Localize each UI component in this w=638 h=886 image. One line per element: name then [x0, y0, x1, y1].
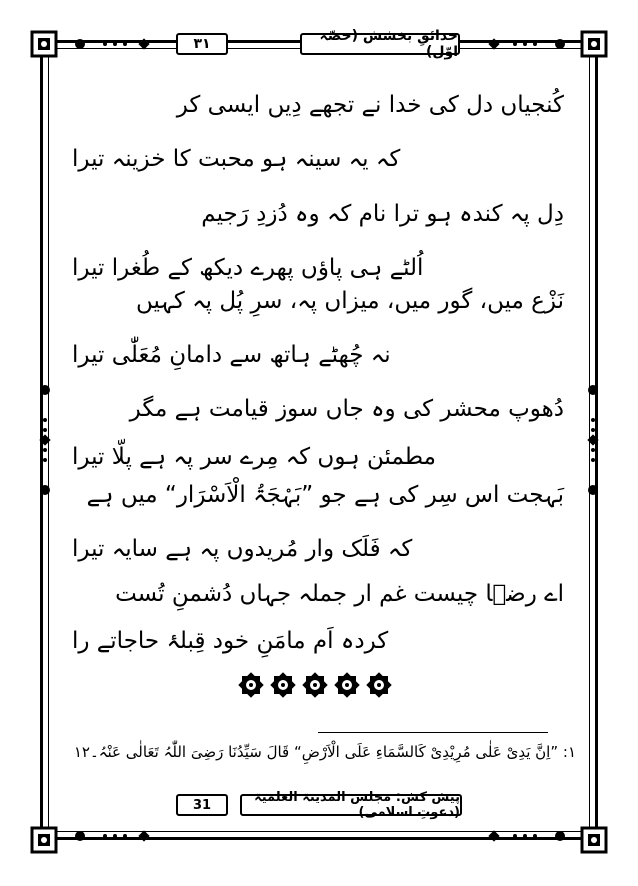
ornament-star-4 [334, 672, 360, 698]
ornament-stars [238, 672, 392, 698]
verse-1-line-1: کُنجیاں دل کی خدا نے تجھے دِیں ایسی کر [176, 92, 564, 118]
verse-4-line-2: مطمئن ہوں کہ مِرے سر پہ ہے پلّا تیرا [72, 444, 436, 470]
verse-5-line-1: بَہجت اس سِر کی ہے جو ”بَہْجَۃُ الْاَسْرَار“ میں ہے [86, 482, 564, 508]
corner-ornament-top-left [30, 30, 58, 58]
corner-ornament-bottom-left [30, 826, 58, 854]
ornament-star-3 [302, 672, 328, 698]
corner-ornament-bottom-right [580, 826, 608, 854]
border-ornament-top-left [70, 38, 170, 50]
corner-ornament-top-right [580, 30, 608, 58]
footnote-divider [318, 732, 548, 733]
verse-4-line-1: دُھوپ محشر کی وہ جاں سوز قیامت ہے مگر [129, 396, 564, 422]
footnote: ۱: ”اِنَّ یَدِیْ عَلٰی مُرِیْدِیْ کَالسَّمَاءِ عَلَی الْاَرْضِ“ قَالَ سَیِّدُنَا رَضِیَ اللّٰہُ تَعَالٰی عَنْہُ۔۱۲ [73, 743, 576, 761]
border-ornament-right [586, 380, 600, 500]
verse-5-line-2: کہ فَلَک وار مُریدوں پہ ہے سایہ تیرا [72, 536, 413, 562]
ornament-star-1 [238, 672, 264, 698]
border-ornament-left [38, 380, 52, 500]
border-ornament-top-right [470, 38, 570, 50]
header-page-number: ۳۱ [176, 33, 228, 55]
border-ornament-bottom-left [70, 830, 170, 842]
border-ornament-bottom-right [470, 830, 570, 842]
ornament-star-2 [270, 672, 296, 698]
verse-6-line-2: کردہ اَم مامَنِ خود قِبلۂ حاجاتے را [72, 628, 389, 654]
verse-6-line-1: اے رضؔا چیست غم ار جملہ جہاں دُشمنِ تُست [115, 581, 564, 607]
verse-3-line-1: نَزْع میں، گور میں، میزاں پہ، سرِ پُل پہ کہیں [135, 288, 564, 314]
verse-3-line-2: نہ چُھٹے ہاتھ سے دامانِ مُعَلّٰی تیرا [72, 342, 391, 368]
footer-publisher: پیش کش: مجلس المدینۃ العلمیۃ (دعوتِ اسلامی) [240, 794, 462, 816]
header-book-title: حدائقِ بخشش (حصّہ اوّل) [300, 33, 460, 55]
verse-2-line-1: دِل پہ کندہ ہو ترا نام کہ وہ دُزدِ رَجیم [201, 201, 564, 227]
verse-1-line-2: کہ یہ سینہ ہو محبت کا خزینہ تیرا [72, 146, 401, 172]
footer-page-number: 31 [176, 794, 228, 816]
ornament-star-5 [366, 672, 392, 698]
verse-2-line-2: اُلٹے ہی پاؤں پھرے دیکھ کے طُغرا تیرا [72, 255, 424, 281]
